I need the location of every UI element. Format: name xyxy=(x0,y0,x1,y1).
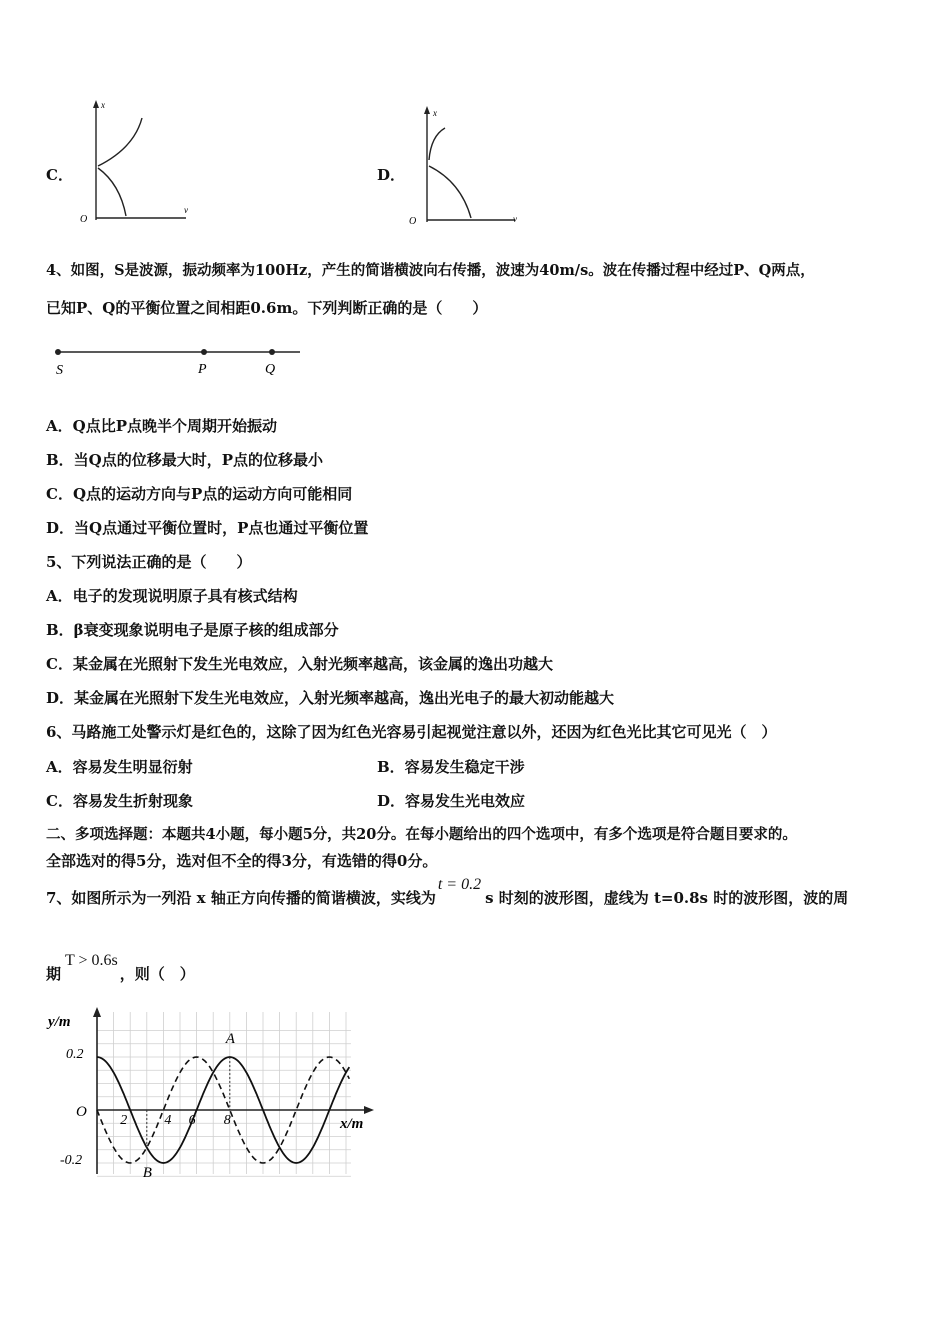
graph-c-x-label: v xyxy=(184,205,188,215)
x-axis-label: x/m xyxy=(340,1116,364,1132)
option-d-label: D． xyxy=(377,166,406,184)
q7-stem-part1: 7、如图所示为一列沿 x 轴正方向传播的简谐横波，实线为 xyxy=(46,889,436,907)
x-axis-arrow xyxy=(364,1106,374,1114)
graph-c-origin: O xyxy=(80,214,88,225)
q6-option-d: D．容易发生光电效应 xyxy=(377,792,526,810)
source-s-point xyxy=(55,349,61,355)
x-tick-8: 8 xyxy=(223,1113,231,1128)
option-c-graph xyxy=(74,96,204,226)
y-tick-neg-0.2: -0.2 xyxy=(60,1153,83,1168)
q6-option-c: C．容易发生折射现象 xyxy=(46,792,193,810)
option-c-label: C． xyxy=(46,166,73,184)
section2-line2: 全部选对的得5分，选对但不全的得3分，有选错的得0分。 xyxy=(46,852,438,870)
y-axis-label: y/m xyxy=(48,1014,71,1030)
q7-stem-line1 xyxy=(46,876,849,909)
graph-d-y-label: x xyxy=(433,108,437,118)
label-p: P xyxy=(198,362,207,377)
section2-line1: 二、多项选择题：本题共4小题，每小题5分，共20分。在每小题给出的四个选项中，有多个选项是符合题目要求的。 xyxy=(46,826,797,843)
q5-option-b: B．β衰变现象说明电子是原子核的组成部分 xyxy=(46,621,339,639)
y-axis-arrow xyxy=(93,1007,101,1017)
point-a-label: A xyxy=(225,1031,235,1047)
q4-option-d: D．当Q点通过平衡位置时，P点也通过平衡位置 xyxy=(46,519,369,537)
q4-option-a: A．Q点比P点晚半个周期开始振动 xyxy=(46,417,277,435)
point-q xyxy=(269,349,275,355)
q6-option-a: A．容易发生明显衍射 xyxy=(46,758,193,776)
graph-d-x-label: v xyxy=(513,214,517,224)
q7-math-t: t = 0.2 xyxy=(437,876,482,893)
q7-suffix: ，则（ ） xyxy=(119,965,195,983)
point-b-label: B xyxy=(142,1165,152,1181)
graph-d-origin: O xyxy=(409,216,417,227)
q6-stem: 6、马路施工处警示灯是红色的，这除了因为红色光容易引起视觉注意以外，还因为红色光比其它可见光（ ） xyxy=(46,723,777,741)
label-q: Q xyxy=(265,362,276,377)
q5-option-c: C．某金属在光照射下发生光电效应，入射光频率越高，该金属的逸出功越大 xyxy=(46,655,553,673)
point-p xyxy=(201,349,207,355)
q4-option-b: B．当Q点的位移最大时，P点的位移最小 xyxy=(46,451,324,469)
origin-label: O xyxy=(76,1104,87,1120)
q7-math-T: T > 0.6s xyxy=(65,952,118,969)
option-d-graph xyxy=(403,100,533,230)
q5-option-d: D．某金属在光照射下发生光电效应，入射光频率越高，逸出光电子的最大初动能越大 xyxy=(46,689,615,707)
q4-stem-line2: 已知P、Q的平衡位置之间相距0.6m。下列判断正确的是（ ） xyxy=(46,299,488,317)
q6-option-b: B．容易发生稳定干涉 xyxy=(377,758,525,776)
x-tick-4: 4 xyxy=(164,1113,172,1128)
y-tick-0.2: 0.2 xyxy=(66,1047,84,1062)
q5-option-a: A．电子的发现说明原子具有核式结构 xyxy=(46,587,298,605)
label-s: S xyxy=(56,363,63,378)
q7-prefix: 期 xyxy=(46,965,62,983)
x-tick-6: 6 xyxy=(188,1113,196,1128)
x-tick-2: 2 xyxy=(120,1113,128,1128)
q4-option-c: C．Q点的运动方向与P点的运动方向可能相同 xyxy=(46,485,353,503)
q5-stem: 5、下列说法正确的是（ ） xyxy=(46,553,252,571)
q4-stem-line1: 4、如图，S是波源，振动频率为100Hz，产生的简谐横波向右传播，波速为40m/s。波在传播过程中经过P、Q两点， xyxy=(46,262,815,279)
q7-wave-chart xyxy=(40,1004,380,1184)
graph-c-y-label: x xyxy=(101,100,105,110)
q7-stem-line2 xyxy=(46,952,195,985)
q7-stem-part2: s 时刻的波形图，虚线为 t=0.8s 时的波形图，波的周 xyxy=(485,889,849,907)
q4-wave-diagram xyxy=(46,340,316,384)
